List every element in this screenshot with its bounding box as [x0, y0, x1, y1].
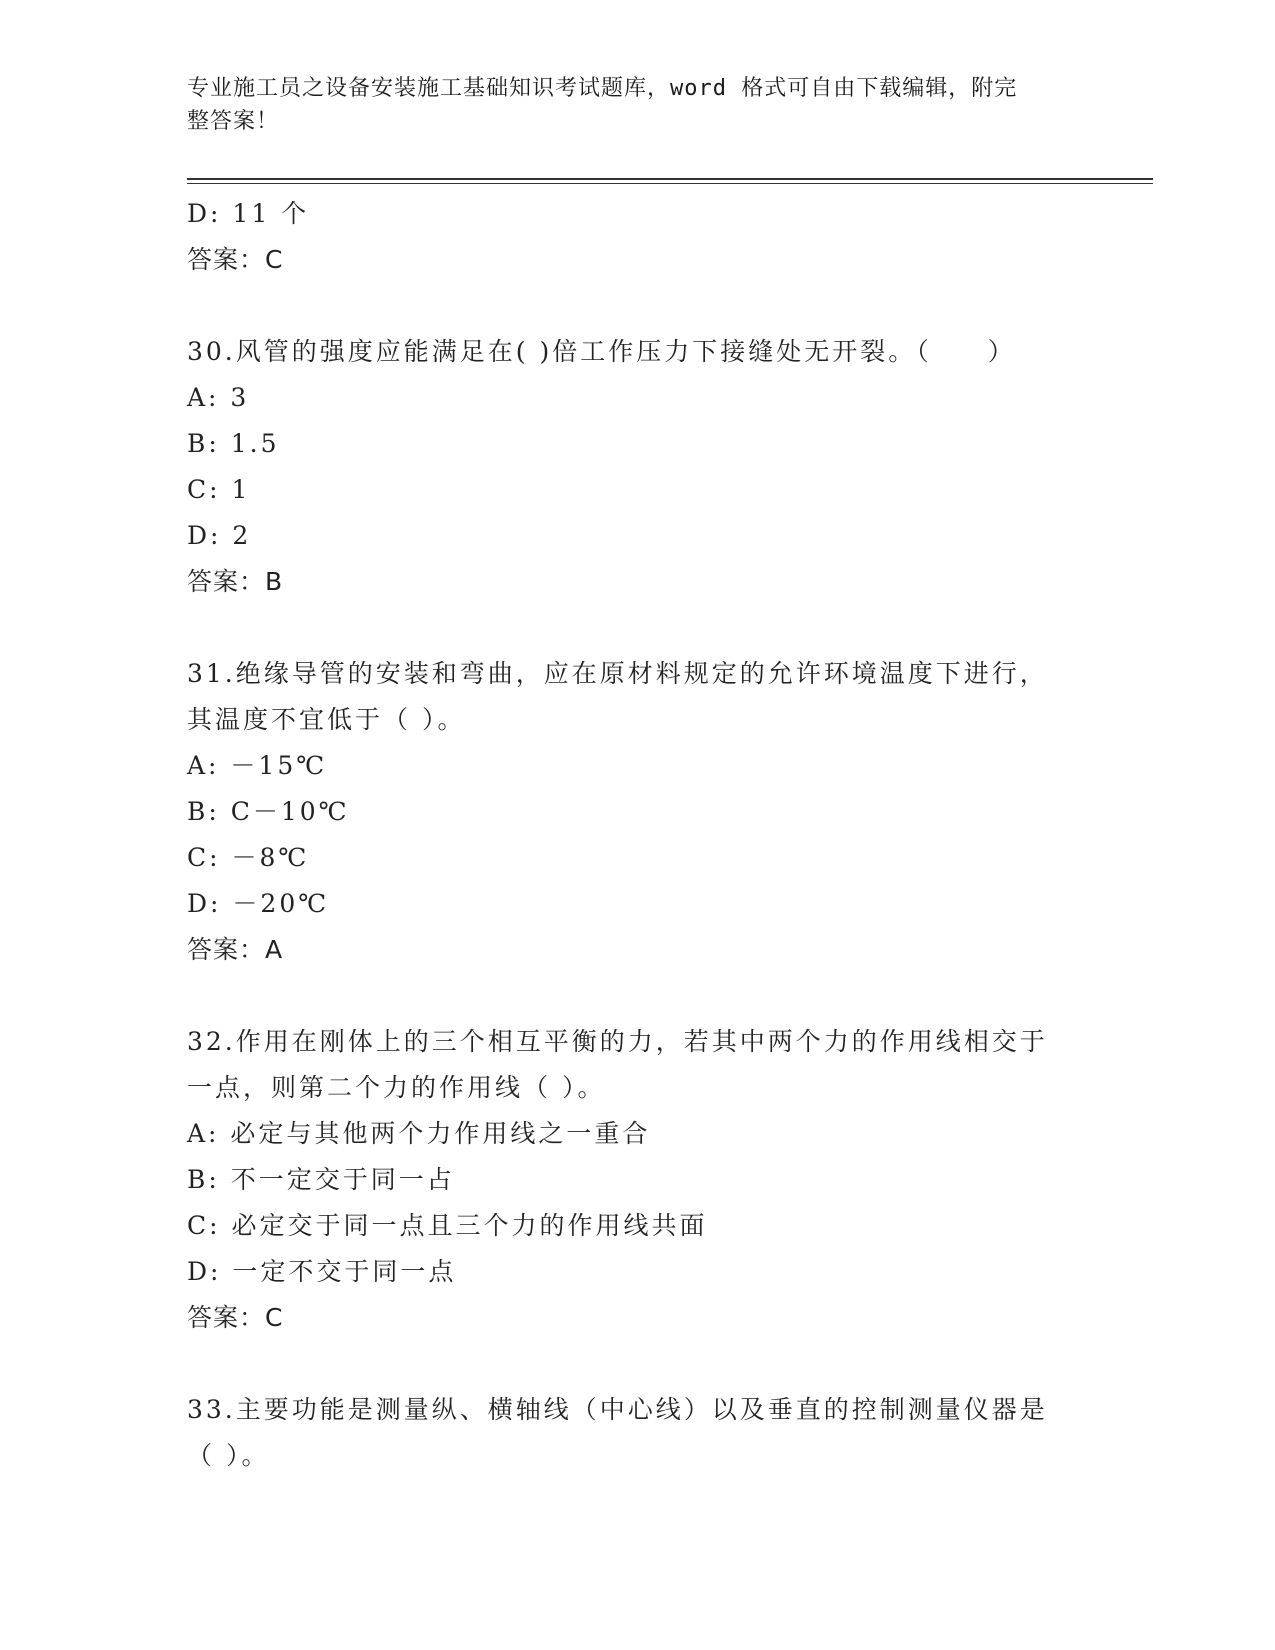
option-a: A: 必定与其他两个力作用线之一重合	[187, 1119, 651, 1148]
option-c: C: －8℃	[187, 843, 310, 872]
question-stem: 31.绝缘导管的安装和弯曲，应在原材料规定的允许环境温度下进行，	[187, 659, 1048, 688]
option-d: D: －20℃	[187, 889, 330, 918]
option-a: A: －15℃	[187, 751, 328, 780]
question-stem: 30.风管的强度应能满足在( )倍工作压力下接缝处无开裂。（ ）	[187, 337, 1016, 366]
option-c: C: 必定交于同一点且三个力的作用线共面	[187, 1211, 708, 1240]
option-d: D: 2	[187, 521, 252, 550]
question-stem-continued: 其温度不宜低于（ ）。	[187, 705, 466, 734]
document-header	[187, 72, 1067, 138]
header-line-2: 整答案！	[187, 109, 280, 134]
answer-line: 答案：C	[187, 245, 284, 274]
question-32	[187, 1019, 1087, 1341]
header-divider-thick	[187, 178, 1153, 180]
answer-line: 答案：A	[187, 935, 284, 964]
answer-line: 答案：C	[187, 1303, 284, 1332]
question-gap	[187, 1341, 1087, 1387]
question-33	[187, 1387, 1087, 1479]
option-a: A: 3	[187, 383, 250, 412]
question-stem-continued: 一点，则第二个力的作用线（ ）。	[187, 1073, 606, 1102]
header-divider-thin	[187, 183, 1153, 184]
question-stem-continued: （ ）。	[187, 1441, 270, 1470]
question-30	[187, 329, 1087, 605]
option-d: D: 一定不交于同一点	[187, 1257, 457, 1286]
option-b: B: 1.5	[187, 429, 280, 458]
option-b: B: 不一定交于同一占	[187, 1165, 455, 1194]
question-31	[187, 651, 1087, 973]
option-c: C: 1	[187, 475, 251, 504]
question-stem: 32.作用在刚体上的三个相互平衡的力，若其中两个力的作用线相交于	[187, 1027, 1048, 1056]
header-line-1: 专业施工员之设备安装施工基础知识考试题库，word 格式可自由下载编辑，附完	[187, 76, 1018, 101]
question-gap	[187, 973, 1087, 1019]
question-stem: 33.主要功能是测量纵、横轴线（中心线）以及垂直的控制测量仪器是	[187, 1395, 1048, 1424]
question-list	[187, 191, 1087, 1479]
question-gap	[187, 605, 1087, 651]
option-b: B: C－10℃	[187, 797, 350, 826]
option-d: D: 11 个	[187, 199, 310, 228]
answer-line: 答案：B	[187, 567, 284, 596]
question-gap	[187, 283, 1087, 329]
